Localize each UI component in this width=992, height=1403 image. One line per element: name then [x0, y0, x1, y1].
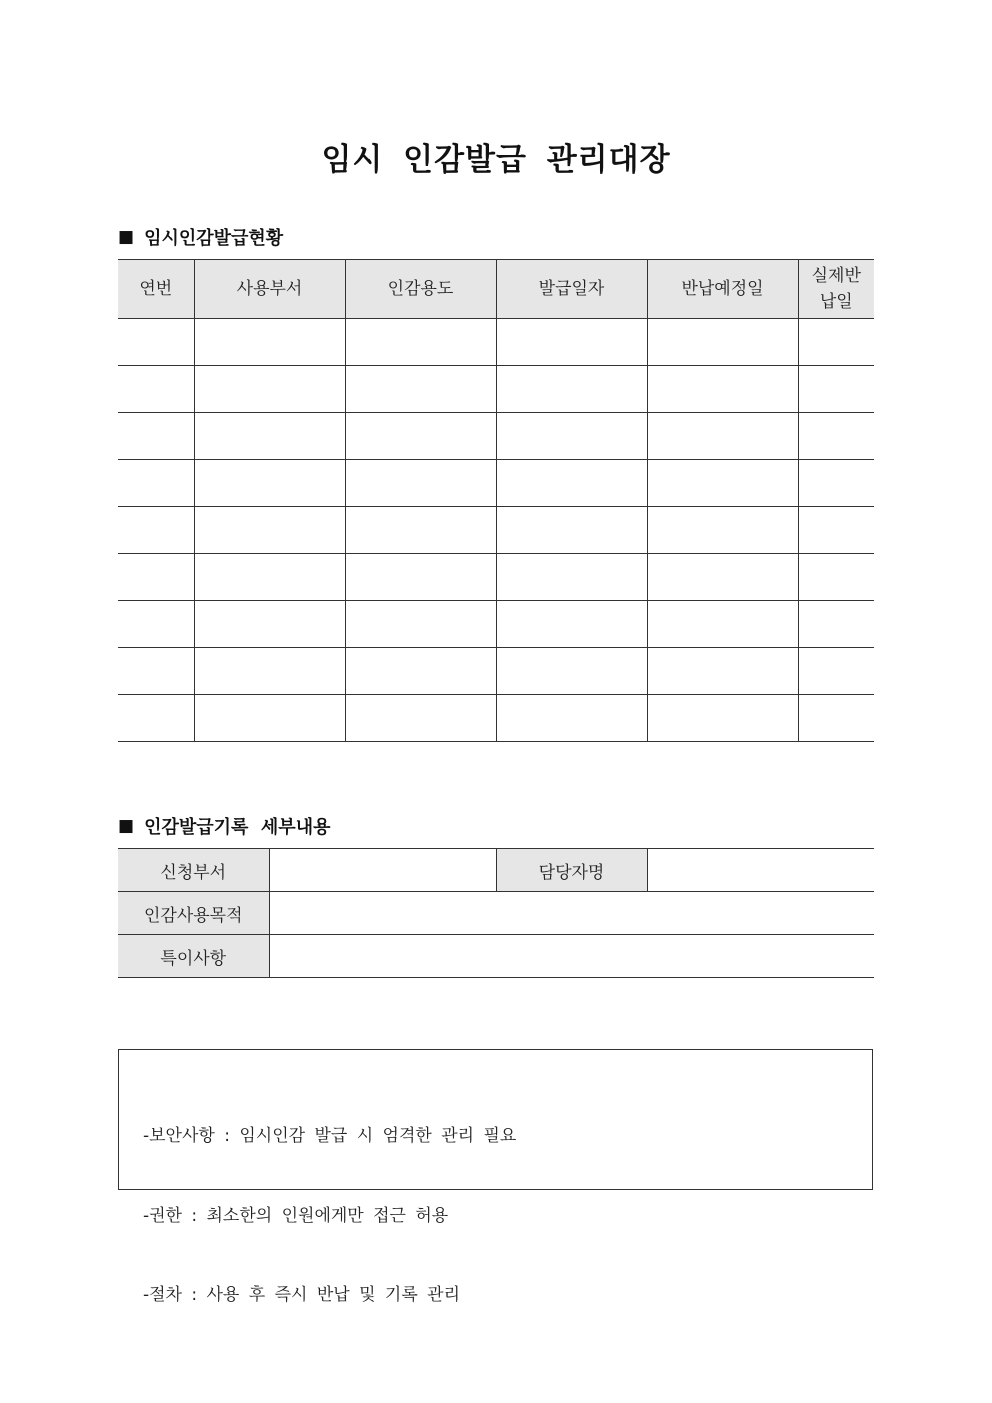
seal-purpose-field[interactable] — [269, 892, 874, 935]
cell-expected-return-date[interactable] — [647, 460, 798, 507]
cell-expected-return-date[interactable] — [647, 695, 798, 742]
cell-expected-return-date[interactable] — [647, 319, 798, 366]
cell-number[interactable] — [118, 366, 194, 413]
cell-number[interactable] — [118, 413, 194, 460]
note-permission: -권한 : 최소한의 인원에게만 접근 허용 — [143, 1205, 449, 1226]
cell-expected-return-date[interactable] — [647, 366, 798, 413]
cell-seal-purpose[interactable] — [345, 366, 496, 413]
cell-seal-purpose[interactable] — [345, 319, 496, 366]
cell-actual-return-date[interactable] — [798, 366, 874, 413]
notes-box — [118, 1049, 873, 1305]
cell-seal-purpose[interactable] — [345, 413, 496, 460]
cell-issue-date[interactable] — [496, 460, 647, 507]
cell-department[interactable] — [194, 460, 345, 507]
cell-number[interactable] — [118, 648, 194, 695]
manager-name-label: 담당자명 — [496, 849, 647, 892]
manager-name-field[interactable] — [647, 849, 874, 892]
note-security: -보안사항 : 임시인감 발급 시 엄격한 관리 필요 — [143, 1126, 517, 1146]
cell-actual-return-date[interactable] — [798, 554, 874, 601]
cell-actual-return-date[interactable] — [798, 507, 874, 554]
section-heading-label: 인감발급기록 세부내용 — [144, 817, 331, 838]
table-row — [118, 319, 874, 366]
cell-seal-purpose[interactable] — [345, 601, 496, 648]
section-heading-detail — [118, 813, 330, 839]
applicant-department-label: 신청부서 — [118, 849, 269, 892]
cell-issue-date[interactable] — [496, 319, 647, 366]
cell-issue-date[interactable] — [496, 366, 647, 413]
table-row — [118, 460, 874, 507]
remarks-field[interactable] — [269, 935, 874, 978]
table-header-row — [118, 260, 874, 319]
section-heading-status — [118, 224, 283, 250]
cell-issue-date[interactable] — [496, 648, 647, 695]
column-header-issue-date: 발급일자 — [496, 260, 647, 319]
table-body — [118, 319, 874, 742]
cell-number[interactable] — [118, 601, 194, 648]
cell-department[interactable] — [194, 507, 345, 554]
cell-seal-purpose[interactable] — [345, 695, 496, 742]
cell-seal-purpose[interactable] — [345, 648, 496, 695]
cell-actual-return-date[interactable] — [798, 601, 874, 648]
cell-expected-return-date[interactable] — [647, 648, 798, 695]
table-row — [118, 413, 874, 460]
cell-number[interactable] — [118, 554, 194, 601]
cell-department[interactable] — [194, 319, 345, 366]
cell-actual-return-date[interactable] — [798, 648, 874, 695]
cell-department[interactable] — [194, 366, 345, 413]
cell-department[interactable] — [194, 648, 345, 695]
cell-actual-return-date[interactable] — [798, 460, 874, 507]
cell-number[interactable] — [118, 319, 194, 366]
issuance-status-table — [118, 259, 874, 742]
column-header-seal-purpose: 인감용도 — [345, 260, 496, 319]
column-header-number: 연번 — [118, 260, 194, 319]
table-row — [118, 849, 874, 892]
table-row — [118, 366, 874, 413]
cell-seal-purpose[interactable] — [345, 460, 496, 507]
cell-expected-return-date[interactable] — [647, 554, 798, 601]
remarks-label: 특이사항 — [118, 935, 269, 978]
cell-expected-return-date[interactable] — [647, 413, 798, 460]
table-row — [118, 892, 874, 935]
column-header-department: 사용부서 — [194, 260, 345, 319]
table-row — [118, 935, 874, 978]
cell-number[interactable] — [118, 460, 194, 507]
table-row — [118, 648, 874, 695]
cell-number[interactable] — [118, 507, 194, 554]
table-row — [118, 507, 874, 554]
cell-number[interactable] — [118, 695, 194, 742]
cell-department[interactable] — [194, 554, 345, 601]
cell-seal-purpose[interactable] — [345, 554, 496, 601]
cell-expected-return-date[interactable] — [647, 601, 798, 648]
cell-issue-date[interactable] — [496, 695, 647, 742]
square-bullet-icon: ■ — [118, 227, 135, 247]
square-bullet-icon: ■ — [118, 816, 135, 836]
cell-issue-date[interactable] — [496, 413, 647, 460]
cell-seal-purpose[interactable] — [345, 507, 496, 554]
cell-issue-date[interactable] — [496, 601, 647, 648]
column-header-actual-return-date: 실제반 납일 — [798, 260, 874, 319]
cell-actual-return-date[interactable] — [798, 319, 874, 366]
table-row — [118, 695, 874, 742]
cell-expected-return-date[interactable] — [647, 507, 798, 554]
issuance-detail-table — [118, 848, 874, 978]
table-row — [118, 554, 874, 601]
document-title: 임시 인감발급 관리대장 — [321, 142, 671, 178]
applicant-department-field[interactable] — [269, 849, 496, 892]
cell-issue-date[interactable] — [496, 507, 647, 554]
seal-purpose-label: 인감사용목적 — [118, 892, 269, 935]
note-procedure: -절차 : 사용 후 즉시 반납 및 기록 관리 — [143, 1285, 460, 1305]
column-header-expected-return-date: 반납예정일 — [647, 260, 798, 319]
cell-department[interactable] — [194, 695, 345, 742]
cell-actual-return-date[interactable] — [798, 695, 874, 742]
cell-department[interactable] — [194, 413, 345, 460]
table-row — [118, 601, 874, 648]
section-heading-label: 임시인감발급현황 — [144, 228, 284, 249]
cell-issue-date[interactable] — [496, 554, 647, 601]
cell-department[interactable] — [194, 601, 345, 648]
cell-actual-return-date[interactable] — [798, 413, 874, 460]
